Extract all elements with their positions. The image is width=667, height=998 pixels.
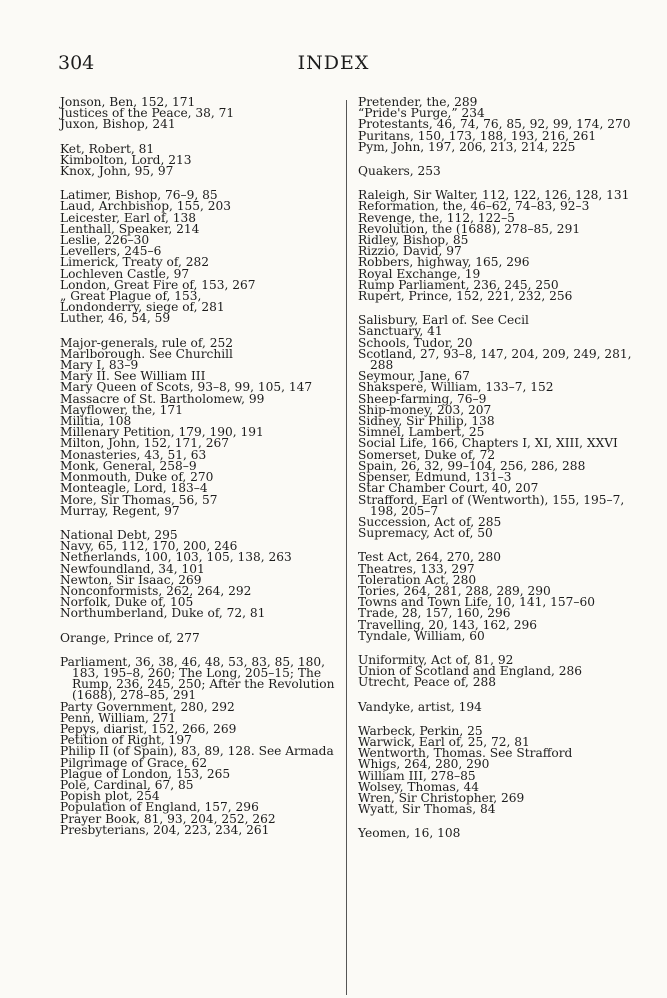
- index-entry: Pilgrimage of Grace, 62: [60, 755, 208, 770]
- index-entry: „ Great Plague of, 153,: [60, 289, 202, 304]
- index-entry: Spain, 26, 32, 99–104, 256, 286, 288: [358, 458, 586, 473]
- index-entry: Scotland, 27, 93–8, 147, 204, 209, 249, 281, 288: [358, 346, 632, 373]
- index-entry: Kimbolton, Lord, 213: [60, 152, 192, 167]
- index-letter-group: [358, 552, 633, 642]
- index-letter-group: [358, 315, 633, 539]
- index-entry: Latimer, Bishop, 76–9, 85: [60, 188, 218, 203]
- index-entry: National Debt, 295: [60, 527, 178, 542]
- index-entry: Puritans, 150, 173, 188, 193, 216, 261: [358, 128, 597, 143]
- index-letter-group: [60, 97, 340, 131]
- index-entry: Royal Exchange, 19: [358, 266, 481, 281]
- index-entry: Juxon, Bishop, 241: [60, 117, 176, 132]
- index-entry: Ship-money, 203, 207: [358, 402, 492, 417]
- index-entry: Ket, Robert, 81: [60, 141, 155, 156]
- index-entry: Toleration Act, 280: [358, 572, 477, 587]
- index-entry: Penn, William, 271: [60, 710, 177, 725]
- index-entry: Protestants, 46, 74, 76, 85, 92, 99, 174, 270: [358, 117, 631, 132]
- index-letter-group: [358, 699, 633, 714]
- index-entry: Sanctuary, 41: [358, 324, 443, 339]
- index-entry: Pole, Cardinal, 67, 85: [60, 777, 194, 792]
- index-entry: Millenary Petition, 179, 190, 191: [60, 425, 264, 440]
- index-entry: Tories, 264, 281, 288, 289, 290: [358, 583, 551, 598]
- index-letter-group: [358, 166, 633, 177]
- index-entry: Tyndale, William, 60: [358, 628, 485, 643]
- index-letter-group: [358, 652, 633, 690]
- index-entry: Towns and Town Life, 10, 141, 157–60: [358, 595, 595, 610]
- index-entry: More, Sir Thomas, 56, 57: [60, 492, 218, 507]
- index-entry: Mary Queen of Scots, 93–8, 99, 105, 147: [60, 380, 313, 395]
- index-entry: Yeomen, 16, 108: [358, 826, 461, 841]
- index-entry: Rupert, Prince, 152, 221, 232, 256: [358, 289, 573, 304]
- index-entry: Pepys, diarist, 152, 266, 269: [60, 721, 237, 736]
- index-entry: Rizzio, David, 97: [358, 244, 462, 259]
- index-entry: Presbyterians, 204, 223, 234, 261: [60, 822, 270, 837]
- index-entry: Succession, Act of, 285: [358, 514, 502, 529]
- index-entry: Somerset, Duke of, 72: [358, 447, 496, 462]
- index-entry: Spenser, Edmund, 131–3: [358, 470, 512, 485]
- index-entry: Population of England, 157, 296: [60, 800, 259, 815]
- index-entry: Prayer Book, 81, 93, 204, 252, 262: [60, 811, 276, 826]
- index-entry: Schools, Tudor, 20: [358, 335, 473, 350]
- index-entry: Lochleven Castle, 97: [60, 266, 190, 281]
- index-entry: Uniformity, Act of, 81, 92: [358, 652, 514, 667]
- index-entry: Star Chamber Court, 40, 207: [358, 481, 539, 496]
- index-column-left: [60, 97, 340, 849]
- index-entry: Marlborough. See Churchill: [60, 346, 233, 361]
- index-entry: Quakers, 253: [358, 164, 441, 179]
- index-entry: Pym, John, 197, 206, 213, 214, 225: [358, 139, 576, 154]
- index-letter-group: [358, 828, 633, 839]
- page-header: [0, 52, 667, 78]
- index-entry: Laud, Archbishop, 155, 203: [60, 199, 232, 214]
- index-entry: Trade, 28, 157, 160, 296: [358, 606, 511, 621]
- column-divider: [346, 100, 347, 995]
- index-entry: Monk, General, 258–9: [60, 458, 197, 473]
- index-entry: Milton, John, 152, 171, 267: [60, 436, 230, 451]
- index-entry: Mayflower, the, 171: [60, 402, 183, 417]
- index-letter-group: [60, 654, 340, 837]
- index-entry: Wolsey, Thomas, 44: [358, 779, 480, 794]
- index-entry: Rump Parliament, 236, 245, 250: [358, 277, 559, 292]
- index-entry: Plague of London, 153, 265: [60, 766, 231, 781]
- index-entry: Robbers, highway, 165, 296: [358, 255, 530, 270]
- index-entry: Travelling, 20, 143, 162, 296: [358, 617, 537, 632]
- index-entry: Party Government, 280, 292: [60, 699, 235, 714]
- index-entry: Theatres, 133, 297: [358, 561, 475, 576]
- index-entry: Knox, John, 95, 97: [60, 164, 174, 179]
- index-entry: Seymour, Jane, 67: [358, 369, 470, 384]
- index-entry: Navy, 65, 112, 170, 200, 246: [60, 539, 238, 554]
- index-letter-group: [60, 335, 340, 518]
- index-entry: Mary II. See William III: [60, 369, 206, 384]
- index-entry: Simnel, Lambert, 25: [358, 425, 485, 440]
- index-entry: Shakspere, William, 133–7, 152: [358, 380, 554, 395]
- index-entry: Supremacy, Act of, 50: [358, 526, 493, 541]
- index-entry: Warwick, Earl of, 25, 72, 81: [358, 734, 530, 749]
- index-entry: Levellers, 245–6: [60, 244, 162, 259]
- index-entry: Petition of Right, 197: [60, 733, 192, 748]
- index-entry: Jonson, Ben, 152, 171: [60, 95, 196, 109]
- index-letter-group: [60, 190, 340, 324]
- index-entry: Philip II (of Spain), 83, 89, 128. See Armada: [60, 744, 334, 759]
- index-entry: William III, 278–85: [358, 768, 476, 783]
- index-entry: Pretender, the, 289: [358, 95, 478, 109]
- index-entry: Raleigh, Sir Walter, 112, 122, 126, 128, 131: [358, 188, 630, 203]
- index-entry: Northumberland, Duke of, 72, 81: [60, 606, 266, 621]
- index-entry: Leslie, 226–30: [60, 233, 150, 248]
- index-entry: Major-generals, rule of, 252: [60, 335, 233, 350]
- index-entry: Utrecht, Peace of, 288: [358, 675, 496, 690]
- index-entry: Justices of the Peace, 38, 71: [60, 106, 235, 121]
- index-letter-group: [358, 190, 633, 302]
- index-column-right: [358, 97, 633, 853]
- index-entry: Leicester, Earl of, 138: [60, 210, 197, 225]
- index-entry: Limerick, Treaty of, 282: [60, 255, 209, 270]
- index-letter-group: [358, 723, 633, 817]
- index-entry: Parliament, 36, 38, 46, 48, 53, 83, 85, 180, 183, 195–8, 260; The Long, 205–15; The Rump, 236, 245, 250; After the Revolution (1688), 278–85, 291: [60, 654, 335, 703]
- index-entry: Luther, 46, 54, 59: [60, 311, 171, 326]
- index-entry: Newfoundland, 34, 101: [60, 561, 205, 576]
- index-entry: Orange, Prince of, 277: [60, 630, 200, 645]
- index-entry: Murray, Regent, 97: [60, 503, 180, 518]
- index-entry: Norfolk, Duke of, 105: [60, 595, 194, 610]
- index-entry: Strafford, Earl of (Wentworth), 155, 195–7, 198, 205–7: [358, 492, 625, 518]
- index-letter-group: [60, 630, 340, 645]
- index-entry: Vandyke, artist, 194: [358, 699, 482, 714]
- index-entry: Salisbury, Earl of. See Cecil: [358, 313, 529, 328]
- index-entry: Nonconformists, 262, 264, 292: [60, 583, 252, 598]
- index-entry: Wentworth, Thomas. See Strafford: [358, 746, 573, 761]
- index-entry: Test Act, 264, 270, 280: [358, 550, 501, 565]
- index-entry: Netherlands, 100, 103, 105, 138, 263: [60, 550, 292, 565]
- index-entry: Wren, Sir Christopher, 269: [358, 790, 525, 805]
- index-entry: Mary I, 83–9: [60, 358, 139, 373]
- index-entry: Social Life, 166, Chapters I, XI, XIII, XXVI: [358, 436, 618, 451]
- index-entry: Sidney, Sir Philip, 138: [358, 414, 495, 429]
- index-entry: Newton, Sir Isaac, 269: [60, 572, 202, 587]
- index-entry: Militia, 108: [60, 414, 132, 429]
- index-entry: Revolution, the (1688), 278–85, 291: [358, 221, 581, 236]
- index-entry: Lenthall, Speaker, 214: [60, 221, 200, 236]
- index-entry: Warbeck, Perkin, 25: [358, 723, 483, 738]
- index-entry: Monmouth, Duke of, 270: [60, 470, 214, 485]
- index-letter-group: [358, 97, 633, 153]
- index-entry: Revenge, the, 112, 122–5: [358, 210, 515, 225]
- index-entry: Reformation, the, 46–62, 74–83, 92–3: [358, 199, 590, 214]
- index-entry: “Pride's Purge,” 234: [358, 106, 485, 121]
- index-entry: Popish plot, 254: [60, 789, 160, 804]
- index-entry: Sheep-farming, 76–9: [358, 391, 487, 406]
- index-entry: Wyatt, Sir Thomas, 84: [358, 802, 496, 817]
- index-entry: Monteagle, Lord, 183–4: [60, 481, 208, 496]
- index-entry: Union of Scotland and England, 286: [358, 664, 583, 679]
- index-letter-group: [60, 141, 340, 179]
- index-entry: Monasteries, 43, 51, 63: [60, 447, 207, 462]
- index-entry: Londonderry, siege of, 281: [60, 300, 225, 315]
- index-letter-group: [60, 527, 340, 621]
- index-entry: London, Great Fire of, 153, 267: [60, 277, 256, 292]
- page-title: INDEX: [297, 52, 370, 74]
- index-entry: Whigs, 264, 280, 290: [358, 757, 490, 772]
- page-number: 304: [58, 52, 95, 74]
- index-entry: Ridley, Bishop, 85: [358, 233, 469, 248]
- index-entry: Massacre of St. Bartholomew, 99: [60, 391, 265, 406]
